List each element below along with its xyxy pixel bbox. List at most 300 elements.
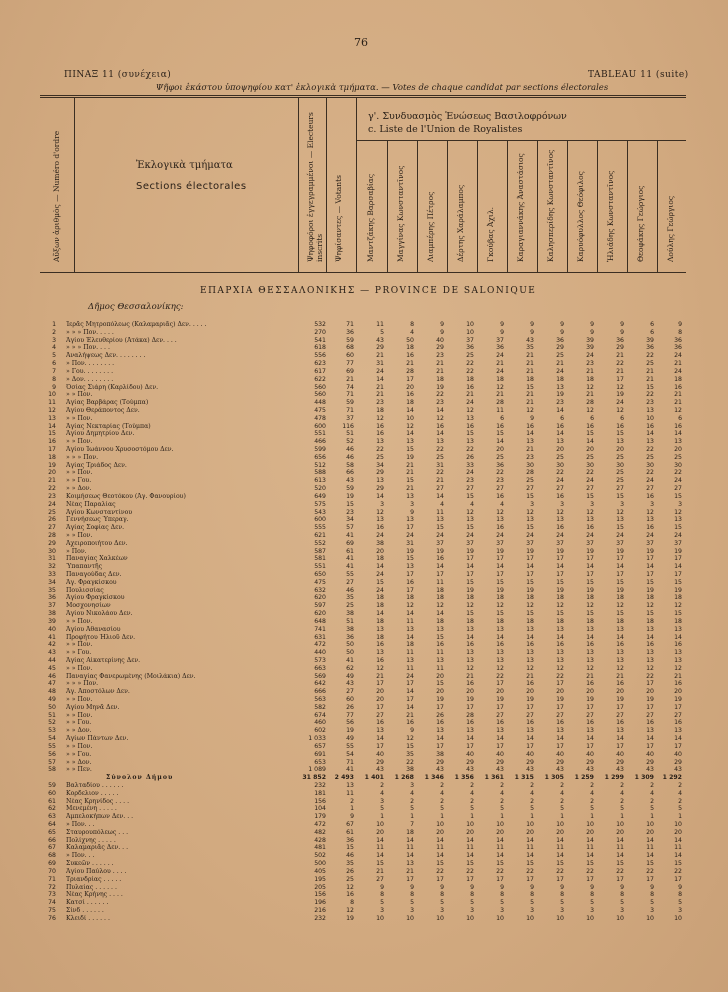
row-value: 25	[496, 453, 504, 461]
row-value: 21	[406, 360, 414, 368]
row-value: 18	[616, 617, 624, 625]
row-value: 40	[646, 750, 654, 758]
row-value: 9	[560, 321, 564, 328]
row-value: 9	[530, 321, 534, 328]
row-value: 11	[436, 578, 444, 586]
row-value: 2	[440, 797, 444, 805]
row-number: 69	[48, 860, 56, 868]
row-value: 17	[646, 703, 654, 711]
row-value: 17	[436, 875, 444, 883]
row-value: 18	[406, 399, 414, 407]
row-value: 21	[556, 360, 564, 368]
row-value: 71	[346, 758, 354, 766]
row-value: 13	[496, 516, 504, 524]
row-value: 17	[436, 703, 444, 711]
row-value: 3	[470, 906, 474, 914]
row-value: 19	[406, 547, 414, 555]
row-value: 6	[590, 414, 594, 422]
row-value: 24	[646, 477, 654, 485]
row-value: 17	[586, 703, 594, 711]
row-value: 14	[556, 735, 564, 743]
row-value: 2	[590, 797, 594, 805]
row-value: 27	[616, 485, 624, 493]
row-value: 674	[314, 711, 326, 719]
row-value: 3	[560, 500, 564, 508]
row-value: 9	[380, 883, 384, 891]
row-section-name: Καλαμαριᾶς Δεν. . .	[66, 844, 129, 852]
row-value: 30	[526, 461, 534, 469]
row-value: 10	[556, 821, 564, 828]
row-value: 13	[674, 516, 682, 524]
row-value: 37	[586, 539, 594, 547]
row-value: 21	[616, 367, 624, 375]
row-value: 12	[616, 406, 624, 414]
row-value: 37	[646, 539, 654, 547]
row-value: 2	[470, 797, 474, 805]
row-value: 27	[466, 485, 474, 493]
row-value: 24	[586, 531, 594, 539]
row-section-name: » » Πον.	[66, 438, 93, 446]
row-value: 13	[586, 649, 594, 657]
row-value: 27	[496, 485, 504, 493]
row-value: 41	[346, 766, 354, 774]
row-value: 14	[436, 492, 444, 500]
row-value: 1	[470, 813, 474, 821]
row-value: 46	[346, 852, 354, 860]
row-value: 15	[496, 610, 504, 618]
row-value: 270	[314, 328, 326, 336]
row-value: 582	[314, 703, 326, 711]
row-value: 666	[314, 688, 326, 696]
row-value: 14	[616, 735, 624, 743]
row-value: 25	[616, 469, 624, 477]
row-value: 1	[650, 813, 654, 821]
row-value: 16	[436, 719, 444, 727]
row-value: 21	[646, 367, 654, 375]
row-value: 5	[380, 328, 384, 336]
row-value: 17	[376, 703, 384, 711]
row-value: 40	[586, 750, 594, 758]
row-value: 43	[376, 766, 384, 774]
row-value: 11	[346, 789, 354, 797]
row-value: 14	[436, 563, 444, 571]
header-left: ΠΙΝΑΞ 11 (συνέχεια)	[64, 70, 172, 80]
row-value: 30	[646, 461, 654, 469]
row-value: 52	[346, 438, 354, 446]
row-value: 5	[440, 805, 444, 813]
row-value: 18	[376, 406, 384, 414]
row-value: 15	[646, 860, 654, 868]
row-value: 12	[616, 383, 624, 391]
row-section-name: Συκεῶν . . . . . .	[66, 860, 114, 868]
row-value: 13	[586, 727, 594, 735]
row-value: 13	[556, 383, 564, 391]
row-value: 6	[650, 328, 654, 336]
row-section-name: Σταυρουπόλεως . . .	[66, 828, 129, 836]
table-row	[0, 423, 728, 431]
table-row	[0, 907, 728, 915]
row-value: 14	[406, 610, 414, 618]
row-section-name: Ἁγίου Μηνᾶ Δεν.	[66, 703, 120, 711]
row-value: 16	[496, 422, 504, 430]
row-value: 17	[674, 555, 682, 563]
row-value: 13	[646, 656, 654, 664]
row-value: 17	[616, 571, 624, 578]
row-value: 23	[436, 352, 444, 360]
row-value: 232	[314, 781, 326, 789]
row-value: 29	[526, 758, 534, 766]
row-value: 16	[616, 719, 624, 727]
row-value: 19	[556, 547, 564, 555]
row-section-name: Μενεμένη . . . . .	[66, 805, 117, 813]
row-value: 1 033	[308, 735, 326, 743]
row-value: 3	[650, 906, 654, 914]
row-value: 1 309	[634, 774, 654, 782]
table-row	[0, 469, 728, 477]
row-value: 16	[406, 391, 414, 399]
row-value: 12	[616, 664, 624, 672]
row-value: 19	[466, 547, 474, 555]
row-value: 10	[646, 821, 654, 828]
col-header-candidate: Καραγιαννάκης Ἀναστάσιος	[516, 153, 525, 262]
row-value: 12	[496, 383, 504, 391]
row-value: 58	[346, 461, 354, 469]
row-number: 42	[48, 641, 56, 649]
row-value: 18	[496, 375, 504, 383]
row-value: 512	[314, 461, 326, 469]
province-title: ΕΠΑΡΧΙΑ ΘΕΣΣΑΛΟΝΙΚΗΣ — PROVINCE DE SALONIQUE	[200, 286, 537, 296]
row-value: 618	[314, 344, 326, 352]
row-value: 17	[496, 680, 504, 688]
row-value: 14	[406, 703, 414, 711]
row-value: 19	[646, 696, 654, 703]
table-row	[0, 602, 728, 610]
row-value: 21	[376, 672, 384, 680]
row-section-name: » Πον. . .	[66, 852, 95, 860]
row-value: 13	[526, 516, 534, 524]
row-value: 16	[406, 352, 414, 360]
row-value: 51	[346, 430, 354, 438]
row-value: 11	[646, 844, 654, 852]
row-section-name: Σύνολον Δήμου	[106, 774, 174, 782]
row-value: 13	[646, 438, 654, 446]
row-value: 46	[346, 453, 354, 461]
row-value: 1	[590, 813, 594, 821]
row-value: 4	[590, 789, 594, 797]
row-value: 472	[314, 641, 326, 649]
row-value: 15	[466, 578, 474, 586]
row-value: 15	[646, 383, 654, 391]
row-section-name: Νέας Κρηνίδος . . . .	[66, 797, 130, 805]
row-number: 10	[48, 391, 56, 399]
row-value: 15	[376, 860, 384, 868]
row-number: 71	[48, 875, 56, 883]
row-value: 15	[616, 430, 624, 438]
row-value: 15	[406, 742, 414, 750]
col-header-sections	[136, 160, 266, 202]
table-row	[0, 337, 728, 345]
row-value: 22	[496, 672, 504, 680]
row-value: 20	[674, 828, 682, 836]
row-value: 18	[436, 586, 444, 594]
row-value: 16	[466, 641, 474, 649]
row-value: 29	[376, 344, 384, 352]
row-number: 54	[48, 735, 56, 743]
row-value: 20	[376, 688, 384, 696]
row-value: 27	[346, 578, 354, 586]
row-value: 12	[586, 406, 594, 414]
row-value: 14	[376, 852, 384, 860]
row-value: 1 299	[604, 774, 624, 782]
row-value: 4	[470, 500, 474, 508]
row-number: 29	[48, 539, 56, 547]
row-value: 16	[616, 641, 624, 649]
row-value: 22	[466, 367, 474, 375]
row-value: 1 305	[544, 774, 564, 782]
table-row	[0, 563, 728, 571]
row-value: 16	[436, 422, 444, 430]
row-value: 29	[436, 758, 444, 766]
row-value: 466	[314, 438, 326, 446]
row-section-name: Ἁγίων Πάντων Δεν.	[66, 735, 129, 743]
row-value: 17	[586, 555, 594, 563]
row-value: 25	[674, 453, 682, 461]
row-value: 16	[556, 641, 564, 649]
row-value: 18	[674, 375, 682, 383]
row-value: 16	[556, 719, 564, 727]
row-value: 22	[466, 446, 474, 453]
col-divider-c5	[507, 140, 508, 272]
row-value: 13	[376, 477, 384, 485]
row-value: 15	[346, 500, 354, 508]
row-value: 43	[376, 336, 384, 344]
row-value: 13	[526, 438, 534, 446]
row-value: 16	[556, 492, 564, 500]
row-value: 14	[646, 836, 654, 844]
row-value: 656	[314, 453, 326, 461]
table-row	[0, 798, 728, 806]
row-value: 16	[646, 422, 654, 430]
row-value: 28	[586, 399, 594, 407]
row-value: 21	[586, 367, 594, 375]
row-section-name: Κατσί . . . . . .	[66, 899, 109, 907]
row-value: 12	[376, 508, 384, 516]
row-value: 11	[376, 321, 384, 328]
row-value: 5	[440, 899, 444, 907]
row-value: 29	[674, 758, 682, 766]
row-value: 69	[346, 539, 354, 547]
row-value: 50	[406, 336, 414, 344]
row-value: 27	[346, 688, 354, 696]
row-value: 40	[496, 750, 504, 758]
row-value: 5	[650, 899, 654, 907]
row-value: 14	[406, 430, 414, 438]
row-value: 9	[560, 328, 564, 336]
row-value: 36	[556, 336, 564, 344]
row-value: 37	[496, 539, 504, 547]
row-value: 18	[496, 617, 504, 625]
row-value: 37	[436, 539, 444, 547]
table-row	[0, 399, 728, 407]
group-rule	[356, 140, 686, 141]
row-value: 14	[436, 406, 444, 414]
row-value: 14	[586, 735, 594, 743]
row-value: 17	[646, 555, 654, 563]
row-value: 36	[496, 344, 504, 352]
row-value: 1	[440, 813, 444, 821]
row-value: 4	[500, 789, 504, 797]
row-value: 24	[466, 531, 474, 539]
row-value: 621	[314, 531, 326, 539]
row-value: 36	[346, 328, 354, 336]
row-value: 21	[586, 391, 594, 399]
row-value: 13	[526, 727, 534, 735]
row-value: 37	[466, 336, 474, 344]
row-value: 156	[314, 891, 326, 899]
row-section-name: » » Πον.	[66, 391, 93, 399]
row-value: 24	[436, 531, 444, 539]
row-value: 5	[470, 899, 474, 907]
row-value: 11	[406, 844, 414, 852]
row-value: 20	[616, 828, 624, 836]
row-value: 17	[466, 703, 474, 711]
row-value: 17	[646, 571, 654, 578]
row-number: 27	[48, 524, 56, 532]
row-section-name: » » » Πον. . . .	[66, 344, 110, 352]
row-value: 43	[674, 766, 682, 774]
row-value: 15	[616, 524, 624, 532]
row-value: 10	[466, 821, 474, 828]
row-value: 40	[616, 750, 624, 758]
col-divider-c7	[567, 140, 568, 272]
row-value: 24	[586, 352, 594, 360]
row-number: 68	[48, 852, 56, 860]
row-section-name: Ἁγίας Νεκταρίας (Τούμπα)	[66, 422, 151, 430]
row-value: 17	[616, 375, 624, 383]
table-row	[0, 884, 728, 892]
row-value: 18	[526, 375, 534, 383]
row-value: 9	[590, 883, 594, 891]
row-number: 53	[48, 727, 56, 735]
row-value: 24	[526, 531, 534, 539]
row-value: 15	[376, 578, 384, 586]
row-value: 19	[346, 727, 354, 735]
row-value: 14	[466, 633, 474, 641]
row-value: 57	[346, 524, 354, 532]
row-value: 12	[406, 602, 414, 610]
row-value: 14	[556, 633, 564, 641]
row-value: 46	[346, 586, 354, 594]
row-value: 16	[616, 680, 624, 688]
row-value: 15	[496, 430, 504, 438]
row-value: 19	[496, 547, 504, 555]
row-value: 8	[350, 899, 354, 907]
row-value: 620	[314, 594, 326, 602]
row-value: 12	[646, 664, 654, 672]
row-value: 14	[526, 836, 534, 844]
row-section-name: Ἁγίου Παύλου . . . .	[66, 867, 127, 875]
row-section-name: Τριανδρίας . . . . .	[66, 875, 122, 883]
row-value: 9	[410, 727, 414, 735]
row-value: 551	[314, 430, 326, 438]
row-value: 232	[314, 914, 326, 922]
row-value: 25	[616, 453, 624, 461]
row-value: 18	[586, 594, 594, 602]
row-value: 14	[526, 563, 534, 571]
row-value: 10	[406, 914, 414, 922]
row-value: 11	[436, 664, 444, 672]
row-value: 19	[674, 586, 682, 594]
row-value: 1	[380, 813, 384, 821]
row-value: 10	[586, 914, 594, 922]
row-value: 35	[526, 344, 534, 352]
row-value: 5	[620, 805, 624, 813]
row-value: 17	[526, 742, 534, 750]
row-value: 9	[678, 321, 682, 328]
row-value: 21	[466, 672, 474, 680]
row-value: 30	[586, 461, 594, 469]
row-value: 14	[646, 633, 654, 641]
row-value: 478	[314, 414, 326, 422]
row-value: 41	[346, 656, 354, 664]
row-value: 1	[620, 813, 624, 821]
row-value: 16	[376, 430, 384, 438]
group-header	[368, 110, 567, 136]
row-value: 27	[376, 711, 384, 719]
row-value: 14	[496, 836, 504, 844]
row-value: 22	[646, 446, 654, 453]
row-value: 25	[646, 360, 654, 368]
row-value: 14	[496, 633, 504, 641]
col-header-candidate: Δέρτης Χαράλαμπος	[456, 184, 465, 262]
row-value: 18	[376, 617, 384, 625]
row-value: 18	[406, 828, 414, 836]
row-value: 18	[616, 594, 624, 602]
row-number: 31	[48, 555, 56, 563]
row-value: 14	[496, 438, 504, 446]
col-divider-c6	[537, 140, 538, 272]
row-value: 21	[376, 391, 384, 399]
row-value: 16	[674, 680, 682, 688]
row-section-name: Γεννήσεως Ὑπεραγ.	[66, 516, 129, 524]
row-value: 23	[646, 399, 654, 407]
row-value: 17	[556, 875, 564, 883]
row-value: 13	[406, 438, 414, 446]
table-row	[0, 454, 728, 462]
row-section-name: Ἀναλήψεως Δεν. . . . . . . .	[66, 352, 146, 360]
row-value: 3	[410, 906, 414, 914]
row-value: 19	[616, 547, 624, 555]
row-value: 21	[496, 391, 504, 399]
group-header-french: c. Liste de l'Union de Royalistes	[368, 124, 523, 135]
row-section-name: Ἁγίου Ἐλευθερίου (Ἀτάκα) Δεν. . . .	[66, 336, 177, 344]
row-section-name: » Γου. . . . . . . .	[66, 367, 114, 375]
row-section-name: » Πον.	[66, 547, 87, 555]
table-row	[0, 751, 728, 759]
row-value: 28	[526, 469, 534, 477]
row-value: 13	[556, 625, 564, 633]
row-value: 16	[526, 680, 534, 688]
row-value: 15	[586, 430, 594, 438]
row-value: 8	[650, 891, 654, 899]
table-row	[0, 665, 728, 673]
table-row	[0, 360, 728, 368]
row-value: 24	[556, 477, 564, 485]
row-value: 18	[526, 594, 534, 602]
row-value: 15	[616, 860, 624, 868]
row-value: 10	[376, 821, 384, 828]
row-value: 27	[646, 711, 654, 719]
